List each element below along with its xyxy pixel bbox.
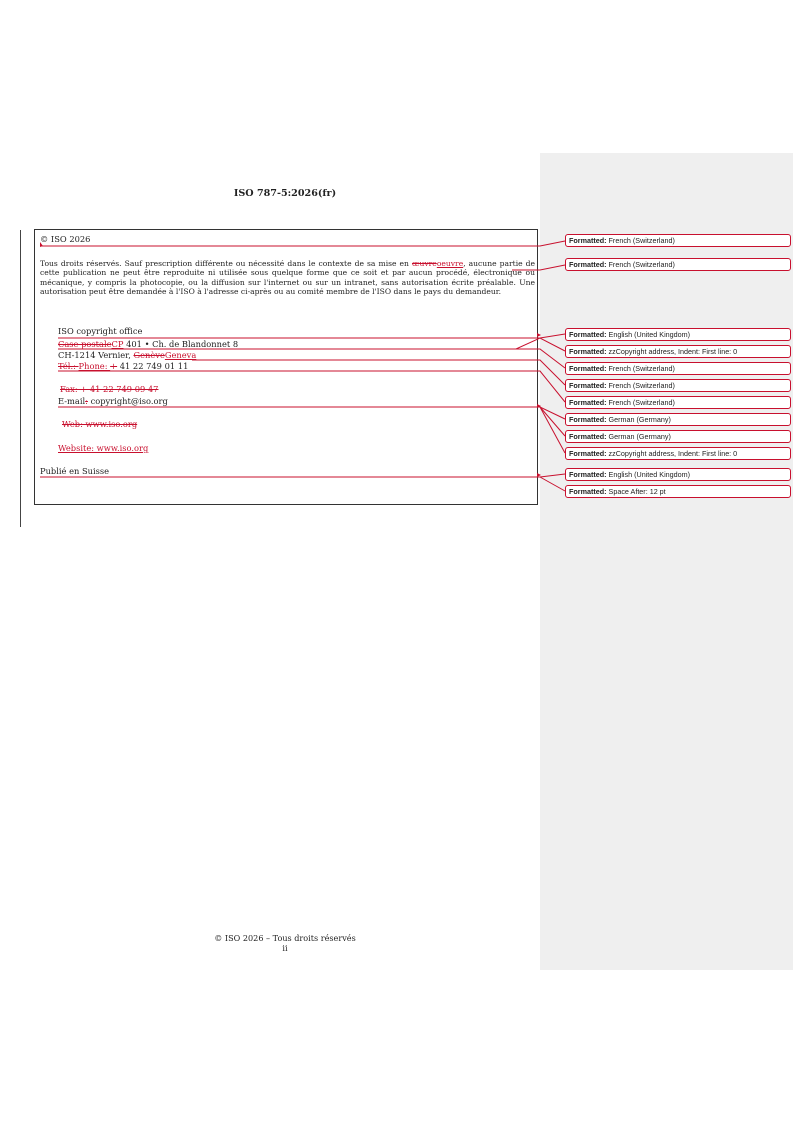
comment-balloon[interactable]: Formatted: French (Switzerland) [565,234,791,247]
leader-6 [192,360,565,385]
deleted-web-url: www.iso.org [85,419,138,429]
comment-balloon[interactable]: Formatted: French (Switzerland) [565,258,791,271]
comment-balloon[interactable]: Formatted: zzCopyright address, Indent: First line: 0 [565,447,791,460]
comment-balloon[interactable]: Formatted: zzCopyright address, Indent: First line: 0 [565,345,791,358]
leader-1 [40,241,565,246]
email-value: copyright@iso.org [87,396,168,406]
published-line: Publié en Suisse [40,466,110,476]
deleted-web: Web: [62,419,86,429]
footer-copyright: © ISO 2026 – Tous droits réservés [214,933,356,943]
inserted-geneva: Geneva [164,350,197,360]
leader-8 [58,407,565,419]
comment-balloon[interactable]: Formatted: German (Germany) [565,430,791,443]
deleted-tel: Tél.: [58,361,79,371]
comment-balloon[interactable]: Formatted: English (United Kingdom) [565,328,791,341]
office-line: ISO copyright office [58,326,143,336]
anchor-marker [537,333,541,337]
leader-3 [58,334,565,338]
phone-number: 41 22 749 01 11 [117,361,189,371]
deleted-fax: Fax: + 41 22 749 09 47 [60,384,159,394]
comment-balloon[interactable]: Formatted: French (Switzerland) [565,362,791,375]
comment-balloon[interactable]: Formatted: French (Switzerland) [565,396,791,409]
paragraph-start: Tous droits réservés. Sauf prescription différente ou nécessité dans le contexte de sa mise en [40,259,412,268]
paragraph-rest: , aucune partie de cette publication ne peut être reproduite ni utilisée sous quelque forme que ce soit et par aucun procédé, électronique ou mécanique, y compris la photocopie, ou la diffusion sur l'internet ou sur un intranet, sans autorisation écrite préalable. Une autorisation peut être demandée à l'ISO à l'adresse ci-après ou au comité membre de l'ISO dans le pays du demandeur. [40,259,536,297]
comment-balloon[interactable]: Formatted: French (Switzerland) [565,379,791,392]
email-label: E-mail [58,396,86,406]
leader-9 [540,407,565,436]
inserted-cp: CP [111,339,124,349]
leader-5 [120,349,565,368]
deleted-geneve: Genève [133,350,165,360]
anchor-marker [537,473,541,477]
page-number: ii [282,943,288,953]
inserted-website: Website: www.iso.org [58,443,149,453]
page-header: ISO 787-5:2026(fr) [233,188,337,199]
deleted-plus: + [110,361,118,371]
deleted-case-postale: Case postale [58,339,112,349]
deleted-colon: : [85,396,88,406]
copyright-symbol-line: © ISO 2026 [40,234,91,244]
address-rest: 401 • Ch. de Blandonnet 8 [123,339,239,349]
inserted-oeuvre: oeuvre [436,259,464,268]
leader-10 [540,407,565,453]
deleted-oeuvre: œuvre [411,259,437,268]
leader-2 [512,265,565,270]
comment-balloon[interactable]: Formatted: English (United Kingdom) [565,468,791,481]
leader-11 [40,474,565,477]
comment-balloon[interactable]: Formatted: Space After: 12 pt [565,485,791,498]
city-start: CH-1214 Vernier, [58,350,134,360]
leader-12 [540,477,565,491]
leader-7 [58,371,565,402]
comment-balloon[interactable]: Formatted: German (Germany) [565,413,791,426]
inserted-phone: Phone: [78,361,111,371]
